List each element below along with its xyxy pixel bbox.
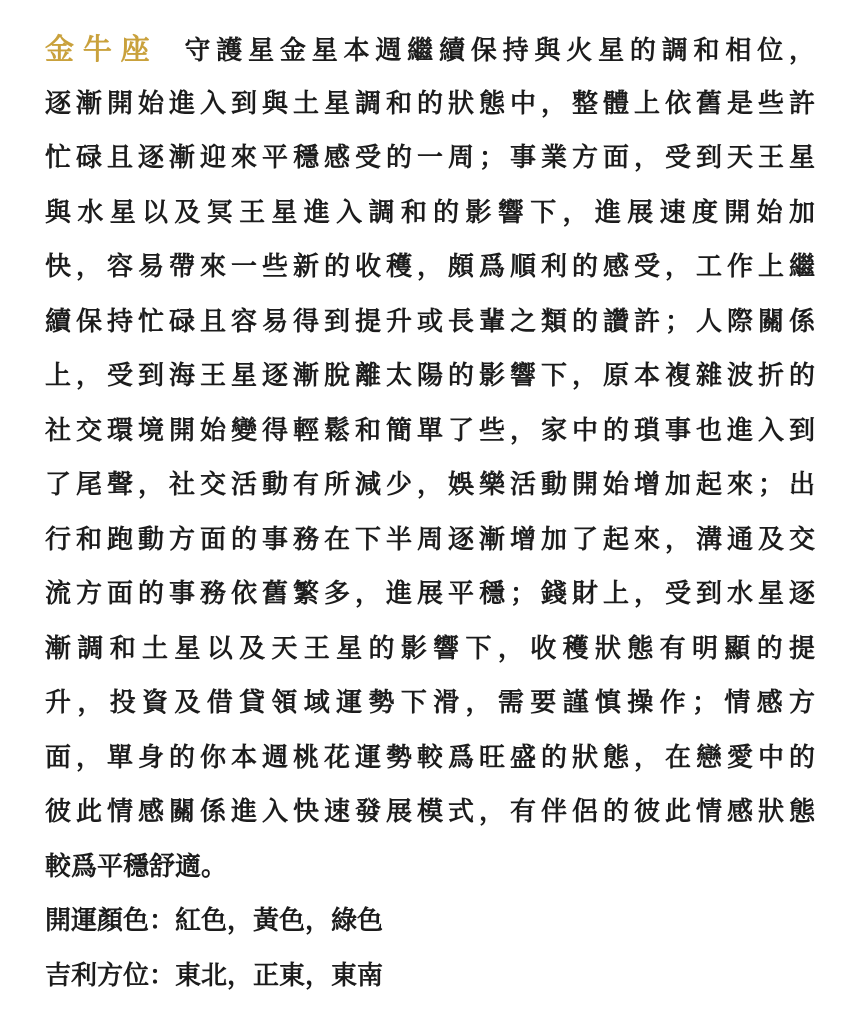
article-line: 面，單身的你本週桃花運勢較爲旺盛的狀態，在戀愛中的 — [45, 742, 815, 773]
article-line: 忙碌且逐漸迎來平穩感受的一周；事業方面，受到天王星 — [45, 143, 815, 173]
article-line: 行和跑動方面的事務在下半周逐漸增加了起來，溝通及交 — [45, 524, 815, 555]
horoscope-article — [45, 22, 815, 1003]
article-line: 了尾聲，社交活動有所減少，娛樂活動開始增加起來；出 — [45, 470, 815, 500]
article-line: 上，受到海王星逐漸脫離太陽的影響下，原本複雜波折的 — [45, 361, 815, 391]
zodiac-sign-title: 金牛座 — [45, 32, 159, 66]
article-line — [45, 22, 815, 77]
article-line: 續保持忙碌且容易得到提升或長輩之類的讚許；人際關係 — [45, 306, 815, 337]
article-line: 社交環境開始變得輕鬆和簡單了些，家中的瑣事也進入到 — [45, 415, 815, 446]
article-line: 快，容易帶來一些新的收穫，頗爲順利的感受，工作上繼 — [45, 252, 815, 282]
article-line: 漸調和土星以及天王星的影響下，收穫狀態有明顯的提 — [45, 633, 815, 664]
article-line: 彼此情感關係進入快速發展模式，有伴侶的彼此情感狀態 — [45, 797, 815, 827]
article-line: 較爲平穩舒適。 — [45, 851, 228, 882]
article-line: 升，投資及借貸領域運勢下滑，需要謹慎操作；情感方 — [45, 688, 815, 718]
lucky-color: 開運顏色：紅色，黃色，綠色 — [45, 906, 384, 936]
article-line: 流方面的事務依舊繁多，進展平穩；錢財上，受到水星逐 — [45, 579, 815, 609]
article-line: 與水星以及冥王星進入調和的影響下，進展速度開始加 — [45, 197, 815, 228]
lucky-direction: 吉利方位：東北，正東，東南 — [45, 960, 384, 991]
article-line: 逐漸開始進入到與土星調和的狀態中，整體上依舊是些許 — [45, 88, 815, 119]
article-text: 守護星金星本週繼續保持與火星的調和相位， — [184, 36, 815, 66]
